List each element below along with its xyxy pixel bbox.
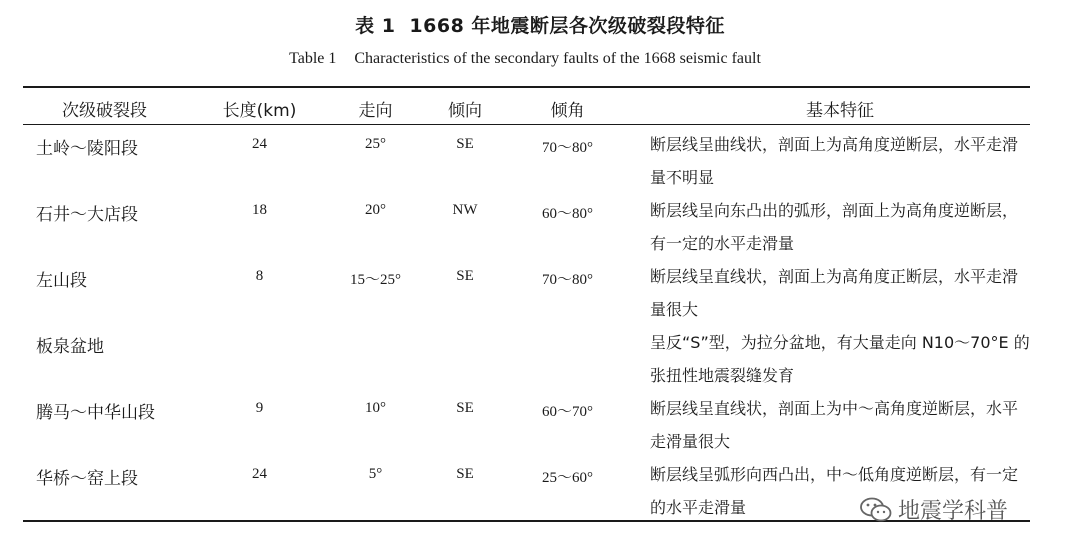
- table-header-rule: [23, 124, 1030, 125]
- row-dip-direction: SE: [456, 400, 474, 416]
- row-dip-angle: 60～70°: [542, 404, 593, 420]
- row-length: 24: [252, 466, 267, 482]
- table-title: [0, 11, 1080, 38]
- row-feature: 断层线呈向东凸出的弧形，剖面上为高角度逆断层，有一定的水平走滑量: [650, 201, 1019, 253]
- row-segment-name: 石井～大店段: [36, 205, 138, 225]
- row-length: 24: [252, 136, 267, 152]
- row-feature: 断层线呈直线状，剖面上为中～高角度逆断层，水平走滑量很大: [650, 399, 1019, 451]
- row-segment-name: 左山段: [36, 271, 87, 291]
- watermark: [860, 494, 1008, 525]
- row-segment-name: 腾马～中华山段: [36, 403, 155, 423]
- row-dip-angle: 70～80°: [542, 140, 593, 156]
- row-dip-angle: 25～60°: [542, 470, 593, 486]
- table-title-text-en: Characteristics of the secondary faults of the 1668 seismic fault: [354, 50, 761, 67]
- wechat-icon: [860, 497, 892, 523]
- row-dip-direction: NW: [452, 202, 478, 218]
- row-dip-angle: 70～80°: [542, 272, 593, 288]
- row-feature: 断层线呈直线状，剖面上为高角度正断层，水平走滑量很大: [650, 267, 1019, 319]
- header-length: 长度(km): [222, 101, 297, 121]
- row-strike: 25°: [365, 136, 386, 152]
- row-length: 9: [255, 400, 264, 416]
- table-top-rule: [23, 86, 1030, 88]
- table-label-cn: 表 1: [355, 15, 396, 37]
- table-label-en: Table 1: [289, 50, 337, 67]
- row-segment-name: 华桥～窑上段: [36, 469, 138, 489]
- row-segment-name: 土岭～陵阳段: [36, 139, 138, 159]
- header-dip-direction: 倾向: [448, 101, 482, 121]
- table-title-text-cn: 1668 年地震断层各次级破裂段特征: [409, 15, 725, 37]
- row-dip-direction: SE: [456, 466, 474, 482]
- row-feature: 断层线呈曲线状，剖面上为高角度逆断层，水平走滑量不明显: [650, 135, 1019, 187]
- row-length: 8: [255, 268, 264, 284]
- row-feature: 断层线呈弧形向西凸出，中～低角度逆断层，有一定的水平走滑量: [650, 465, 1019, 517]
- header-features: 基本特征: [806, 101, 874, 121]
- row-strike: 15～25°: [350, 272, 401, 288]
- row-strike: 20°: [365, 202, 386, 218]
- header-dip-angle: 倾角: [550, 101, 585, 121]
- header-strike: 走向: [358, 101, 393, 121]
- watermark-text: 地震学科普: [898, 499, 1009, 524]
- row-length: 18: [252, 202, 267, 218]
- row-feature: 呈反“S”型，为拉分盆地，有大量走向 N10～70°E 的张扭性地震裂缝发育: [650, 333, 1030, 385]
- header-segment: 次级破裂段: [62, 101, 147, 121]
- row-dip-angle: 60～80°: [542, 206, 593, 222]
- row-dip-direction: SE: [456, 136, 474, 152]
- row-strike: 10°: [365, 400, 386, 416]
- table-subtitle: [0, 50, 1050, 68]
- row-dip-direction: SE: [456, 268, 474, 284]
- row-strike: 5°: [368, 466, 383, 482]
- row-segment-name: 板泉盆地: [36, 337, 104, 357]
